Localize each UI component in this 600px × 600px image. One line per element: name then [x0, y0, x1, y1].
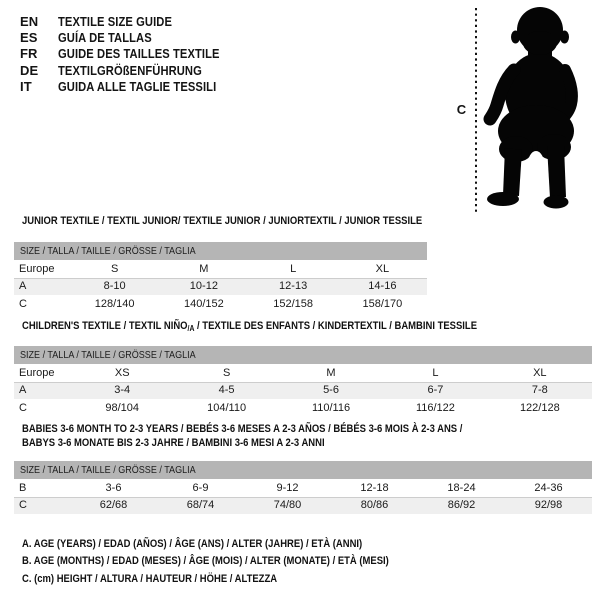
- table-row: [14, 399, 592, 417]
- row-label: C: [19, 401, 27, 414]
- language-row: [20, 62, 246, 78]
- language-title-text: GUIDA ALLE TAGLIE TESSILI: [58, 78, 217, 94]
- table-cell: 92/98: [534, 499, 563, 512]
- table-title: [14, 319, 592, 336]
- row-label: Europe: [19, 366, 55, 379]
- table-cell: 86/92: [447, 499, 476, 512]
- table-section: [14, 214, 427, 313]
- table-title-part: / TEXTILE DES ENFANTS / KINDERTEXTIL / BAMBINI TESSILE: [194, 320, 478, 332]
- language-title-text: GUIDE DES TAILLES TEXTILE: [58, 46, 220, 62]
- table-cell: 10-12: [189, 280, 218, 293]
- table-cell: 12-18: [360, 481, 389, 494]
- table-cell: 152/158: [273, 297, 313, 310]
- table-title-part: CHILDREN'S TEXTILE / TEXTIL NIÑO: [22, 320, 188, 332]
- height-measure-label: C: [456, 102, 467, 117]
- table-cell: S: [222, 366, 231, 379]
- language-row: [20, 29, 246, 45]
- table-cell: 74/80: [273, 499, 302, 512]
- language-title: [58, 14, 191, 29]
- language-title: [58, 46, 246, 61]
- language-code: ES: [20, 29, 38, 45]
- table-cell: 128/140: [94, 297, 135, 310]
- footnotes: [22, 536, 449, 588]
- toddler-silhouette-icon: [452, 0, 600, 220]
- table-cell: 110/116: [311, 401, 351, 414]
- table-cell: 116/122: [415, 401, 455, 414]
- language-code: EN: [20, 13, 39, 29]
- table-title-subscript: /A: [187, 324, 195, 333]
- table-cell: 9-12: [276, 481, 299, 494]
- table-title-text: BABIES 3-6 MONTH TO 2-3 YEARS / BEBÉS 3-6 MESES A 2-3 AÑOS / BÉBÉS 3-6 MOIS À 2-3 ANS /: [22, 423, 463, 435]
- language-row: [20, 78, 246, 94]
- table-cell: 6-7: [427, 384, 444, 397]
- row-label: A: [19, 280, 27, 293]
- table-title: [14, 422, 592, 450]
- footnote-line: [22, 571, 449, 588]
- size-header-bar: [14, 242, 427, 260]
- language-code: DE: [20, 62, 39, 78]
- language-title: [58, 63, 225, 78]
- row-label: C: [19, 499, 27, 512]
- table-row: [14, 260, 427, 278]
- language-title-text: TEXTILGRÖßENFÜHRUNG: [58, 62, 202, 78]
- table-cell: 5-6: [323, 384, 339, 397]
- footnote-text: B. AGE (MONTHS) / EDAD (MESES) / ÂGE (MOIS) / ALTER (MONATE) / ETÀ (MESI): [22, 555, 389, 568]
- table-title-line: [22, 422, 592, 436]
- table-cell: 12-13: [279, 280, 308, 293]
- table-cell: 3-6: [105, 481, 122, 494]
- figure-area: [452, 0, 600, 220]
- table-cell: L: [290, 262, 297, 275]
- table-row: [14, 479, 592, 497]
- row-label: C: [19, 297, 27, 310]
- footnote-text: A. AGE (YEARS) / EDAD (AÑOS) / ÂGE (ANS) / ALTER (JAHRE) / ETÀ (ANNI): [22, 538, 363, 550]
- table-title-line: [22, 436, 592, 450]
- size-header-bar: [14, 346, 592, 364]
- language-title: [58, 79, 242, 94]
- table-cell: 122/128: [519, 401, 560, 414]
- footnote-line: [22, 553, 449, 570]
- table-title-text: BABYS 3-6 MONATE BIS 2-3 JAHRE / BAMBINI 3-6 MESI A 2-3 ANNI: [22, 437, 325, 449]
- table-cell: 4-5: [218, 384, 235, 397]
- language-row: [20, 46, 246, 62]
- table-cell: XL: [375, 262, 390, 275]
- size-header-text: SIZE / TALLA / TAILLE / GRÖSSE / TAGLIA: [20, 464, 196, 476]
- table-cell: 104/110: [207, 401, 247, 414]
- table-cell: 6-9: [192, 481, 209, 494]
- language-row: [20, 13, 246, 29]
- table-row: [14, 295, 427, 313]
- toddler-shape: [487, 7, 574, 209]
- language-code: FR: [20, 46, 38, 62]
- language-code: IT: [20, 78, 32, 94]
- table-cell: XS: [114, 366, 130, 379]
- table-cell: 68/74: [186, 499, 215, 512]
- row-label: Europe: [19, 262, 55, 275]
- table-row: [14, 364, 592, 382]
- language-title: [58, 30, 167, 45]
- row-label: A: [19, 384, 27, 397]
- table-cell: 24-36: [534, 481, 563, 494]
- table-row: [14, 278, 427, 296]
- table-cell: 140/152: [183, 297, 224, 310]
- language-title-text: TEXTILE SIZE GUIDE: [58, 13, 172, 29]
- language-list: [20, 13, 246, 94]
- table-title: [14, 214, 427, 228]
- table-cell: 18-24: [447, 481, 476, 494]
- table-title-text: JUNIOR TEXTILE / TEXTIL JUNIOR/ TEXTILE JUNIOR / JUNIORTEXTIL / JUNIOR TESSILE: [22, 215, 423, 227]
- footnote-line: [22, 536, 449, 553]
- table-row: [14, 497, 592, 515]
- size-header-text: SIZE / TALLA / TAILLE / GRÖSSE / TAGLIA: [20, 245, 196, 257]
- table-cell: XL: [533, 366, 547, 379]
- row-label: B: [19, 481, 27, 494]
- table-section: [14, 319, 592, 417]
- table-cell: L: [432, 366, 439, 379]
- table-section: [14, 422, 592, 514]
- table-cell: 8-10: [103, 280, 126, 293]
- table-row: [14, 382, 592, 400]
- table-cell: S: [110, 262, 119, 275]
- table-cell: 3-4: [114, 384, 131, 397]
- table-cell: 62/68: [99, 499, 128, 512]
- language-title-text: GUÍA DE TALLAS: [58, 29, 152, 45]
- table-title-text: [22, 319, 477, 336]
- table-cell: M: [199, 262, 209, 275]
- table-cell: 14-16: [368, 280, 397, 293]
- table-cell: 158/170: [362, 297, 403, 310]
- size-header-bar: [14, 461, 592, 479]
- table-cell: M: [326, 366, 336, 379]
- table-cell: 98/104: [105, 401, 140, 414]
- footnote-text: C. (cm) HEIGHT / ALTURA / HAUTEUR / HÖHE / ALTEZZA: [22, 572, 278, 585]
- table-cell: 7-8: [531, 384, 548, 397]
- table-cell: 80/86: [360, 499, 389, 512]
- size-header-text: SIZE / TALLA / TAILLE / GRÖSSE / TAGLIA: [20, 349, 196, 361]
